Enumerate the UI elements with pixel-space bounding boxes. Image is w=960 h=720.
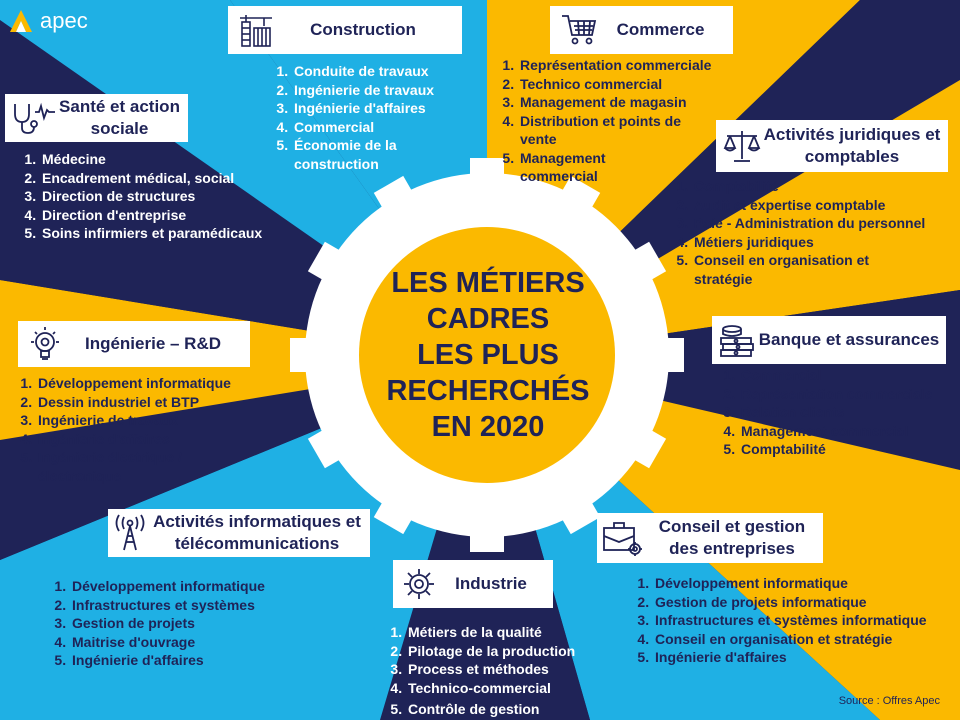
list-item: 4. Distribution et points de vente xyxy=(518,112,700,149)
list-item: 1. Représentation commerciale xyxy=(518,56,768,75)
lightbulb-icon xyxy=(26,325,64,363)
sector-informatique-list xyxy=(44,577,350,670)
list-item: 5. Management commercial xyxy=(518,149,650,186)
list-item: 2. Représentation commerciale xyxy=(739,385,960,404)
list-item: 5. Conseil en organisation et stratégie xyxy=(692,251,874,288)
sector-informatique-header xyxy=(108,509,370,557)
list-item: 1. Conduite de travaux xyxy=(292,62,492,81)
sector-commerce-header xyxy=(550,6,733,54)
list-item: 2. Ingénierie de travaux xyxy=(292,81,492,100)
list-item: 1. Développement informatique xyxy=(70,577,350,596)
sector-title: Banque et assurances xyxy=(758,329,940,349)
list-item: 5. Économie de la construction xyxy=(292,136,444,173)
list-item: 1. Développement informatique xyxy=(653,574,960,593)
sector-title: Conseil et gestion des entreprises xyxy=(658,516,806,558)
sector-ingenierie-header xyxy=(18,321,250,367)
center-title xyxy=(370,265,606,445)
sector-title: Santé et action sociale xyxy=(59,96,180,138)
gear-icon xyxy=(401,566,437,602)
list-item: 2. Audit et expertise comptable xyxy=(692,196,960,215)
briefcase-gear-icon xyxy=(601,518,645,558)
list-item: 4. Ingénierie d'affaires xyxy=(36,430,306,449)
list-item: 3. Paie - Administration du personnel xyxy=(692,214,960,233)
list-item: 3. Relation clients xyxy=(739,403,960,422)
sector-conseil-list xyxy=(627,574,960,667)
sector-conseil-header xyxy=(597,513,823,563)
brand-name: apec xyxy=(40,8,88,33)
list-item: 2. Pilotage de la production xyxy=(406,642,646,661)
list-item: 2. Dessin industriel et BTP xyxy=(36,393,306,412)
sector-title: Activités juridiques et comptables xyxy=(763,124,941,166)
sector-juridique-header xyxy=(716,120,948,172)
scales-icon xyxy=(722,128,762,164)
list-item: 4. Direction d'entreprise xyxy=(40,206,340,225)
list-item: 4. Technico-commercial xyxy=(406,679,646,698)
list-item: 1. Développement informatique xyxy=(36,374,306,393)
sector-banque-list xyxy=(713,366,960,459)
sector-industrie-list xyxy=(380,623,646,719)
center-title-line: RECHERCHÉS xyxy=(386,375,590,407)
center-title-line: LES PLUS xyxy=(417,339,559,371)
sector-sante-list xyxy=(14,150,340,243)
sector-title: Commerce xyxy=(616,19,705,39)
list-item: 3. Ingénierie de travaux xyxy=(36,411,306,430)
list-item: 3. Process et méthodes xyxy=(406,660,646,679)
crane-building-icon xyxy=(238,12,274,48)
sector-title: Industrie xyxy=(455,573,527,593)
list-item: 4. Conseil en organisation et stratégie xyxy=(653,630,960,649)
list-item: 3. Management de magasin xyxy=(518,93,768,112)
sector-title: Activités informatiques et télécommunications xyxy=(153,511,361,553)
list-item: 3. Ingénierie d'affaires xyxy=(292,99,492,118)
sector-industrie-header xyxy=(393,560,553,608)
sector-title: Construction xyxy=(310,19,416,39)
shopping-cart-icon xyxy=(560,13,598,47)
list-item: 4. Management commercial xyxy=(739,422,960,441)
sector-banque-header xyxy=(712,316,946,364)
list-item: 4. Maitrise d'ouvrage xyxy=(70,633,350,652)
list-item: 2. Infrastructures et systèmes xyxy=(70,596,350,615)
list-item: 5. Ingénierie électrique / électronique xyxy=(36,448,218,485)
sector-juridique-list xyxy=(666,177,960,288)
list-item: 3. Gestion de projets xyxy=(70,614,350,633)
money-stack-icon xyxy=(718,322,758,358)
list-item: 5. Ingénierie d'affaires xyxy=(70,651,350,670)
antenna-icon xyxy=(112,514,148,552)
apec-logo xyxy=(8,8,88,34)
list-item: 1. Médecine xyxy=(40,150,340,169)
apec-logo-mark xyxy=(8,8,34,34)
stethoscope-icon xyxy=(11,100,57,136)
center-title-line: EN 2020 xyxy=(431,411,545,443)
list-item: 3. Infrastructures et systèmes informatique xyxy=(653,611,960,630)
list-item: 4. Commercial xyxy=(292,118,492,137)
list-item: 5. Soins infirmiers et paramédicaux xyxy=(40,224,340,243)
list-item: 2. Gestion de projets informatique xyxy=(653,593,960,612)
sector-sante-header xyxy=(5,94,188,142)
list-item: 4. Métiers juridiques xyxy=(692,233,960,252)
list-item: 2. Encadrement médical, social xyxy=(40,169,340,188)
center-title-line: CADRES xyxy=(426,303,550,335)
sector-construction-header xyxy=(228,6,462,54)
sector-ingenierie-list xyxy=(10,374,306,485)
list-item: 5. Ingénierie d'affaires xyxy=(653,648,960,667)
list-item: 1. Métiers de la qualité xyxy=(406,623,646,642)
center-title-line: LES MÉTIERS xyxy=(391,267,585,299)
list-item: 5. Contrôle de gestion xyxy=(406,700,646,719)
list-item: 2. Technico commercial xyxy=(518,75,768,94)
list-item: 1. Commercial xyxy=(739,366,960,385)
sector-title: Ingénierie – R&D xyxy=(84,333,222,353)
source-note: Source : Offres Apec xyxy=(838,695,940,707)
list-item: 5. Comptabilité xyxy=(739,440,960,459)
list-item: 1. Comptabilité xyxy=(692,177,960,196)
list-item: 3. Direction de structures xyxy=(40,187,340,206)
